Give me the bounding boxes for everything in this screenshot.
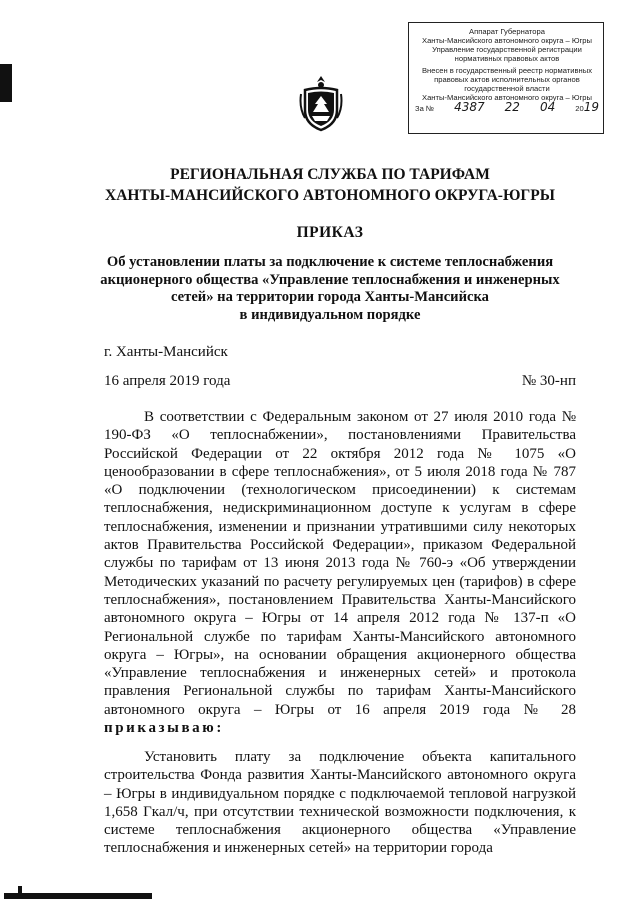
subject-line: Об установлении платы за подключение к системе теплоснабжения (106, 254, 554, 270)
organization-line: ХАНТЫ-МАНСИЙСКОГО АВТОНОМНОГО ОКРУГА-ЮГРЫ (105, 187, 555, 204)
scan-mark-left (0, 64, 12, 102)
stamp-reg-prefix: За № (415, 104, 435, 113)
subject-line: в индивидуальном порядке (239, 306, 421, 323)
coat-of-arms-emblem (298, 74, 344, 132)
document-date: 16 апреля 2019 года (104, 373, 231, 389)
paragraph-1-text: В соответствии с Федеральным законом от 27 июля 2010 года № 190-ФЗ «О теплоснабжении», постановлениями Правительства Российской Федерации от 22 октября 2012 года № 1075 «О ценообразовании в сфере теплоснабжения», от 5 июля 2018 года № 787 «О подключении (технологическом присоединении) к системам теплоснабжения, недискриминационном доступе к услугам в сфере теплоснабжения, изменении и признании утратившими силу некоторых актов Правительства Российской Федерации», приказом Федеральной службы по тарифам от 13 июня 2013 года № 760-э «Об утверждении Методических указаний по расчету регулируемых цен (тарифов) в сфере теплоснабжения», постановлением Правительства Ханты-Мансийского автономного округа – Югры от 14 апреля 2012 года № 137-п «О Региональной службе по тарифам Ханты-Мансийского автономного округа – Югры», на основании обращения акционерного общества «Управление теплоснабжения и инженерных сетей» и протокола правления Региональной службы по тарифам Ханты-Мансийского автономного округа – Югры от 16 апреля 2019 года № 28 (104, 409, 576, 718)
stamp-reg-year-suffix: 19 (583, 100, 599, 114)
stamp-line: Ханты-Мансийского автономного округа – Югры (422, 93, 592, 102)
stamp-line: нормативных правовых актов (454, 54, 560, 63)
scan-mark-bottom (4, 893, 152, 899)
body-paragraph-2: Установить плату за подключение объекта капитального строительства Фонда развития Ханты-Мансийского автономного округа – Югры в индивидуальном порядке с подключаемой тепловой нагрузкой 1,658 Гкал/ч, при отсутствии технической возможности подключения, к системе теплоснабжения акционерного общества «Управление теплоснабжения и инженерных сетей» на территории города (104, 749, 576, 857)
stamp-reg-day: 22 (504, 100, 520, 114)
stamp-line: Управление государственной регистрации (432, 45, 582, 54)
stamp-line: Ханты-Мансийского автономного округа – Югры (422, 36, 592, 45)
scan-mark-bottom-bar (18, 886, 22, 898)
organization-name (90, 164, 570, 206)
document-subject (84, 254, 576, 324)
document-type: ПРИКАЗ (296, 224, 364, 241)
stamp-line: правовых актов исполнительных органов (434, 75, 580, 84)
stamp-reg-month: 04 (539, 100, 556, 114)
stamp-line: Внесен в государственный реестр нормативных (421, 66, 593, 75)
stamp-line: Аппарат Губернатора (469, 27, 545, 36)
registration-stamp (408, 22, 604, 134)
date-number-row (104, 373, 576, 390)
document-city: г. Ханты-Мансийск (104, 344, 228, 360)
document-number: № 30-нп (521, 373, 576, 389)
stamp-registration-row (415, 100, 599, 114)
stamp-reg-number: 4387 (454, 100, 485, 114)
organization-line: РЕГИОНАЛЬНАЯ СЛУЖБА ПО ТАРИФАМ (170, 166, 490, 183)
stamp-line: государственной власти (464, 84, 550, 93)
body-paragraph-1 (104, 408, 576, 737)
order-keyword: приказываю: (104, 720, 224, 737)
subject-line: акционерного общества «Управление теплоснабжения и инженерных (100, 271, 560, 288)
subject-line: сетей» на территории города Ханты-Мансийска (171, 289, 489, 305)
stamp-reg-year-prefix: 20 (575, 104, 584, 113)
